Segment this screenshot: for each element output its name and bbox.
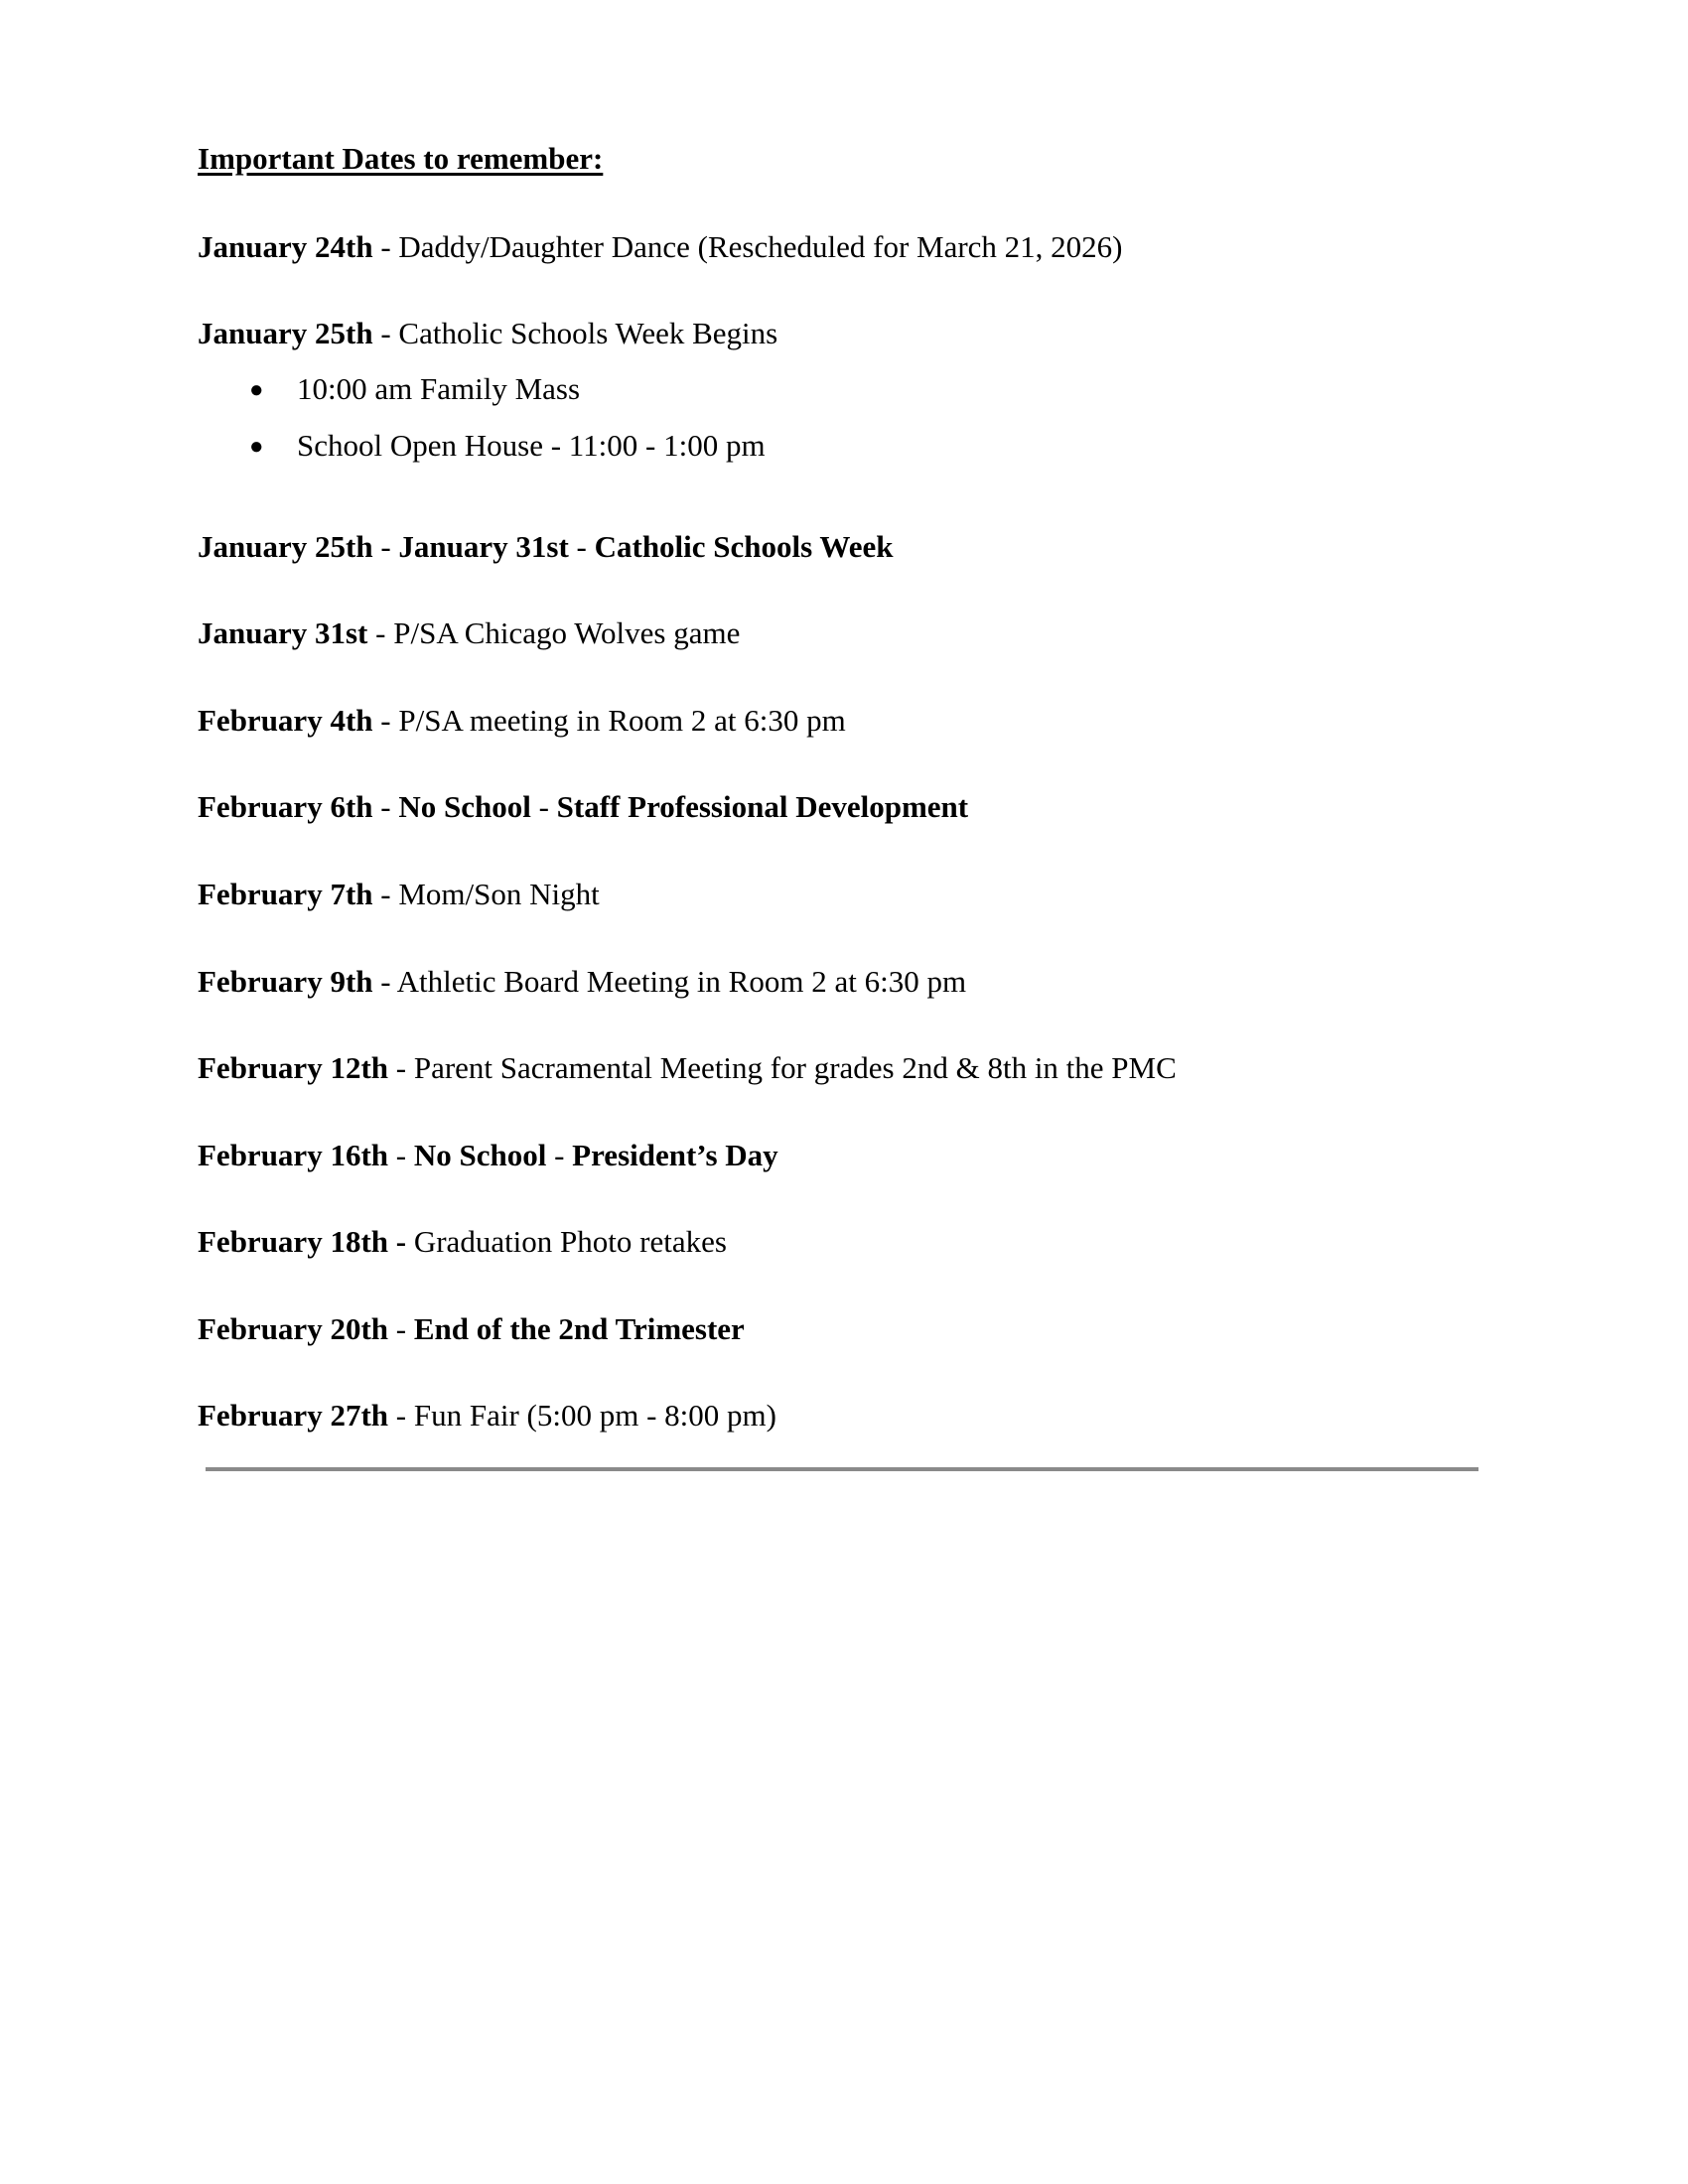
entry-description: Fun Fair (5:00 pm - 8:00 pm) [413,1398,776,1433]
entry-date: February 20th [198,1311,389,1346]
horizontal-divider [206,1467,1478,1471]
entry-date: February 18th [198,1224,389,1259]
entry-status: No School [398,789,531,824]
entry-description: Athletic Board Meeting in Room 2 at 6:30 pm [396,964,967,999]
entry-separator: - [388,1050,414,1085]
entry-status: No School [413,1138,547,1172]
entry-separator: - [568,529,595,564]
entry-date: February 4th [198,703,373,738]
entry-description: Staff Professional Development [556,789,969,824]
bullet-icon: ● [249,434,264,460]
entry-date: February 27th [198,1398,389,1433]
date-entry [198,1398,776,1433]
list-item [249,371,580,408]
date-entry [198,1138,778,1173]
list-item [249,428,766,465]
entry-date: January 24th [198,229,373,264]
entry-separator: - [372,789,399,824]
entry-date: February 16th [198,1138,389,1172]
entry-description: Catholic Schools Week Begins [398,316,778,350]
entry-date: February 6th [198,789,373,824]
entry-separator: - [388,1398,414,1433]
date-entry [198,877,600,912]
entry-description: P/SA Chicago Wolves game [393,615,741,650]
date-entry [198,316,777,351]
date-entry [198,1311,745,1347]
date-entry [198,789,968,825]
entry-end-date: January 31st [398,529,569,564]
entry-date: February 9th [198,964,373,999]
date-entry [198,529,893,565]
entry-date: January 25th [198,529,373,564]
entry-description: Graduation Photo retakes [413,1224,727,1259]
entry-separator: - [372,877,399,911]
entry-separator: - [372,529,399,564]
page-heading: Important Dates to remember: [198,141,604,176]
entry-description: Daddy/Daughter Dance (Rescheduled for March 21, 2026) [398,229,1123,264]
entry-separator: - [530,789,557,824]
list-item-text: School Open House - 11:00 - 1:00 pm [297,428,766,463]
date-entry [198,1050,1177,1086]
entry-separator: - [388,1224,414,1259]
entry-separator: - [388,1138,414,1172]
date-entry [198,703,846,739]
list-item-text: 10:00 am Family Mass [297,371,581,406]
entry-date: January 31st [198,615,368,650]
entry-separator: - [367,615,394,650]
date-entry [198,964,966,1000]
entry-separator: - [372,964,397,999]
entry-description: Catholic Schools Week [594,529,894,564]
entry-separator: - [372,316,399,350]
entry-separator: - [388,1311,414,1346]
date-entry [198,1224,727,1260]
entry-description: Parent Sacramental Meeting for grades 2nd & 8th in the PMC [413,1050,1177,1085]
entry-description: End of the 2nd Trimester [413,1311,745,1346]
entry-description: P/SA meeting in Room 2 at 6:30 pm [398,703,846,738]
entry-separator: - [546,1138,573,1172]
entry-separator: - [372,229,399,264]
bullet-icon: ● [249,377,264,403]
entry-separator: - [372,703,399,738]
entry-date: February 7th [198,877,373,911]
entry-date: January 25th [198,316,373,350]
date-entry [198,615,740,651]
entry-description: President’s Day [572,1138,778,1172]
entry-description: Mom/Son Night [398,877,600,911]
entry-date: February 12th [198,1050,389,1085]
date-entry [198,229,1123,265]
